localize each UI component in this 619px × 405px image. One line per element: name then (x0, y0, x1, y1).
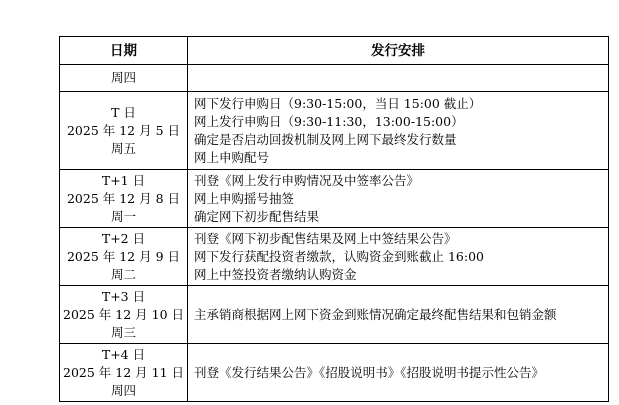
weekday: 周二 (110, 266, 136, 282)
calendar-date: 2025 年 12 月 9 日 (66, 248, 181, 264)
arrangement-cell (188, 65, 609, 92)
arrangement-item: 网下发行获配投资者缴款，认购资金到账截止 16:00 (194, 248, 484, 264)
calendar-date: 2025 年 12 月 11 日 (63, 364, 184, 380)
arrangement-item: 网上申购配号 (194, 149, 270, 165)
arrangement-item: 主承销商根据网上网下资金到账情况确定最终配售结果和包销金额 (194, 306, 557, 322)
arrangement-cell (188, 286, 609, 344)
weekday: 周五 (110, 140, 136, 156)
weekday: 周四 (110, 382, 136, 398)
arrangement-item: 确定网下初步配售结果 (194, 208, 320, 224)
table-row (60, 170, 609, 228)
arrangement-item: 网上申购摇号抽签 (194, 190, 295, 206)
weekday: 周一 (110, 208, 136, 224)
arrangement-item: 网上中签投资者缴纳认购资金 (194, 266, 357, 282)
arrangement-item: 刊登《发行结果公告》《招股说明书》《招股说明书提示性公告》 (194, 364, 545, 380)
arrangement-item: 网上发行申购日（9:30-11:30，13:00-15:00） (194, 113, 464, 129)
trading-day-label: T+1 日 (101, 172, 146, 188)
date-cell (60, 286, 188, 344)
weekday: 周四 (110, 70, 136, 85)
arrangement-item: 刊登《网下初步配售结果及网上中签结果公告》 (194, 230, 457, 246)
arrangement-cell (188, 344, 609, 402)
date-cell (60, 344, 188, 402)
arrangement-column-header: 发行安排 (188, 37, 609, 65)
date-cell (60, 170, 188, 228)
trading-day-label: T+3 日 (101, 288, 146, 304)
calendar-date: 2025 年 12 月 8 日 (66, 190, 181, 206)
date-column-header: 日期 (60, 37, 188, 65)
table-row (60, 286, 609, 344)
arrangement-cell (188, 92, 609, 170)
issuance-schedule-table (59, 36, 609, 402)
arrangement-item: 网下发行申购日（9:30-15:00，当日 15:00 截止） (194, 95, 482, 111)
arrangement-item: 确定是否启动回拨机制及网上网下最终发行数量 (194, 131, 457, 147)
trading-day-label: T+2 日 (101, 230, 146, 246)
arrangement-cell (188, 228, 609, 286)
calendar-date: 2025 年 12 月 10 日 (63, 306, 184, 322)
trading-day-label: T+4 日 (101, 346, 146, 362)
table-row (60, 65, 609, 92)
table-row (60, 92, 609, 170)
trading-day-label: T 日 (111, 104, 136, 120)
weekday: 周三 (110, 324, 136, 340)
arrangement-item: 刊登《网上发行申购情况及中签率公告》 (194, 172, 420, 188)
table-header-row (60, 37, 609, 65)
table-row (60, 228, 609, 286)
date-cell (60, 65, 188, 92)
arrangement-cell (188, 170, 609, 228)
date-cell (60, 228, 188, 286)
cropped-footnote-fragment (105, 398, 265, 405)
calendar-date: 2025 年 12 月 5 日 (66, 122, 181, 138)
table-row (60, 344, 609, 402)
date-cell (60, 92, 188, 170)
